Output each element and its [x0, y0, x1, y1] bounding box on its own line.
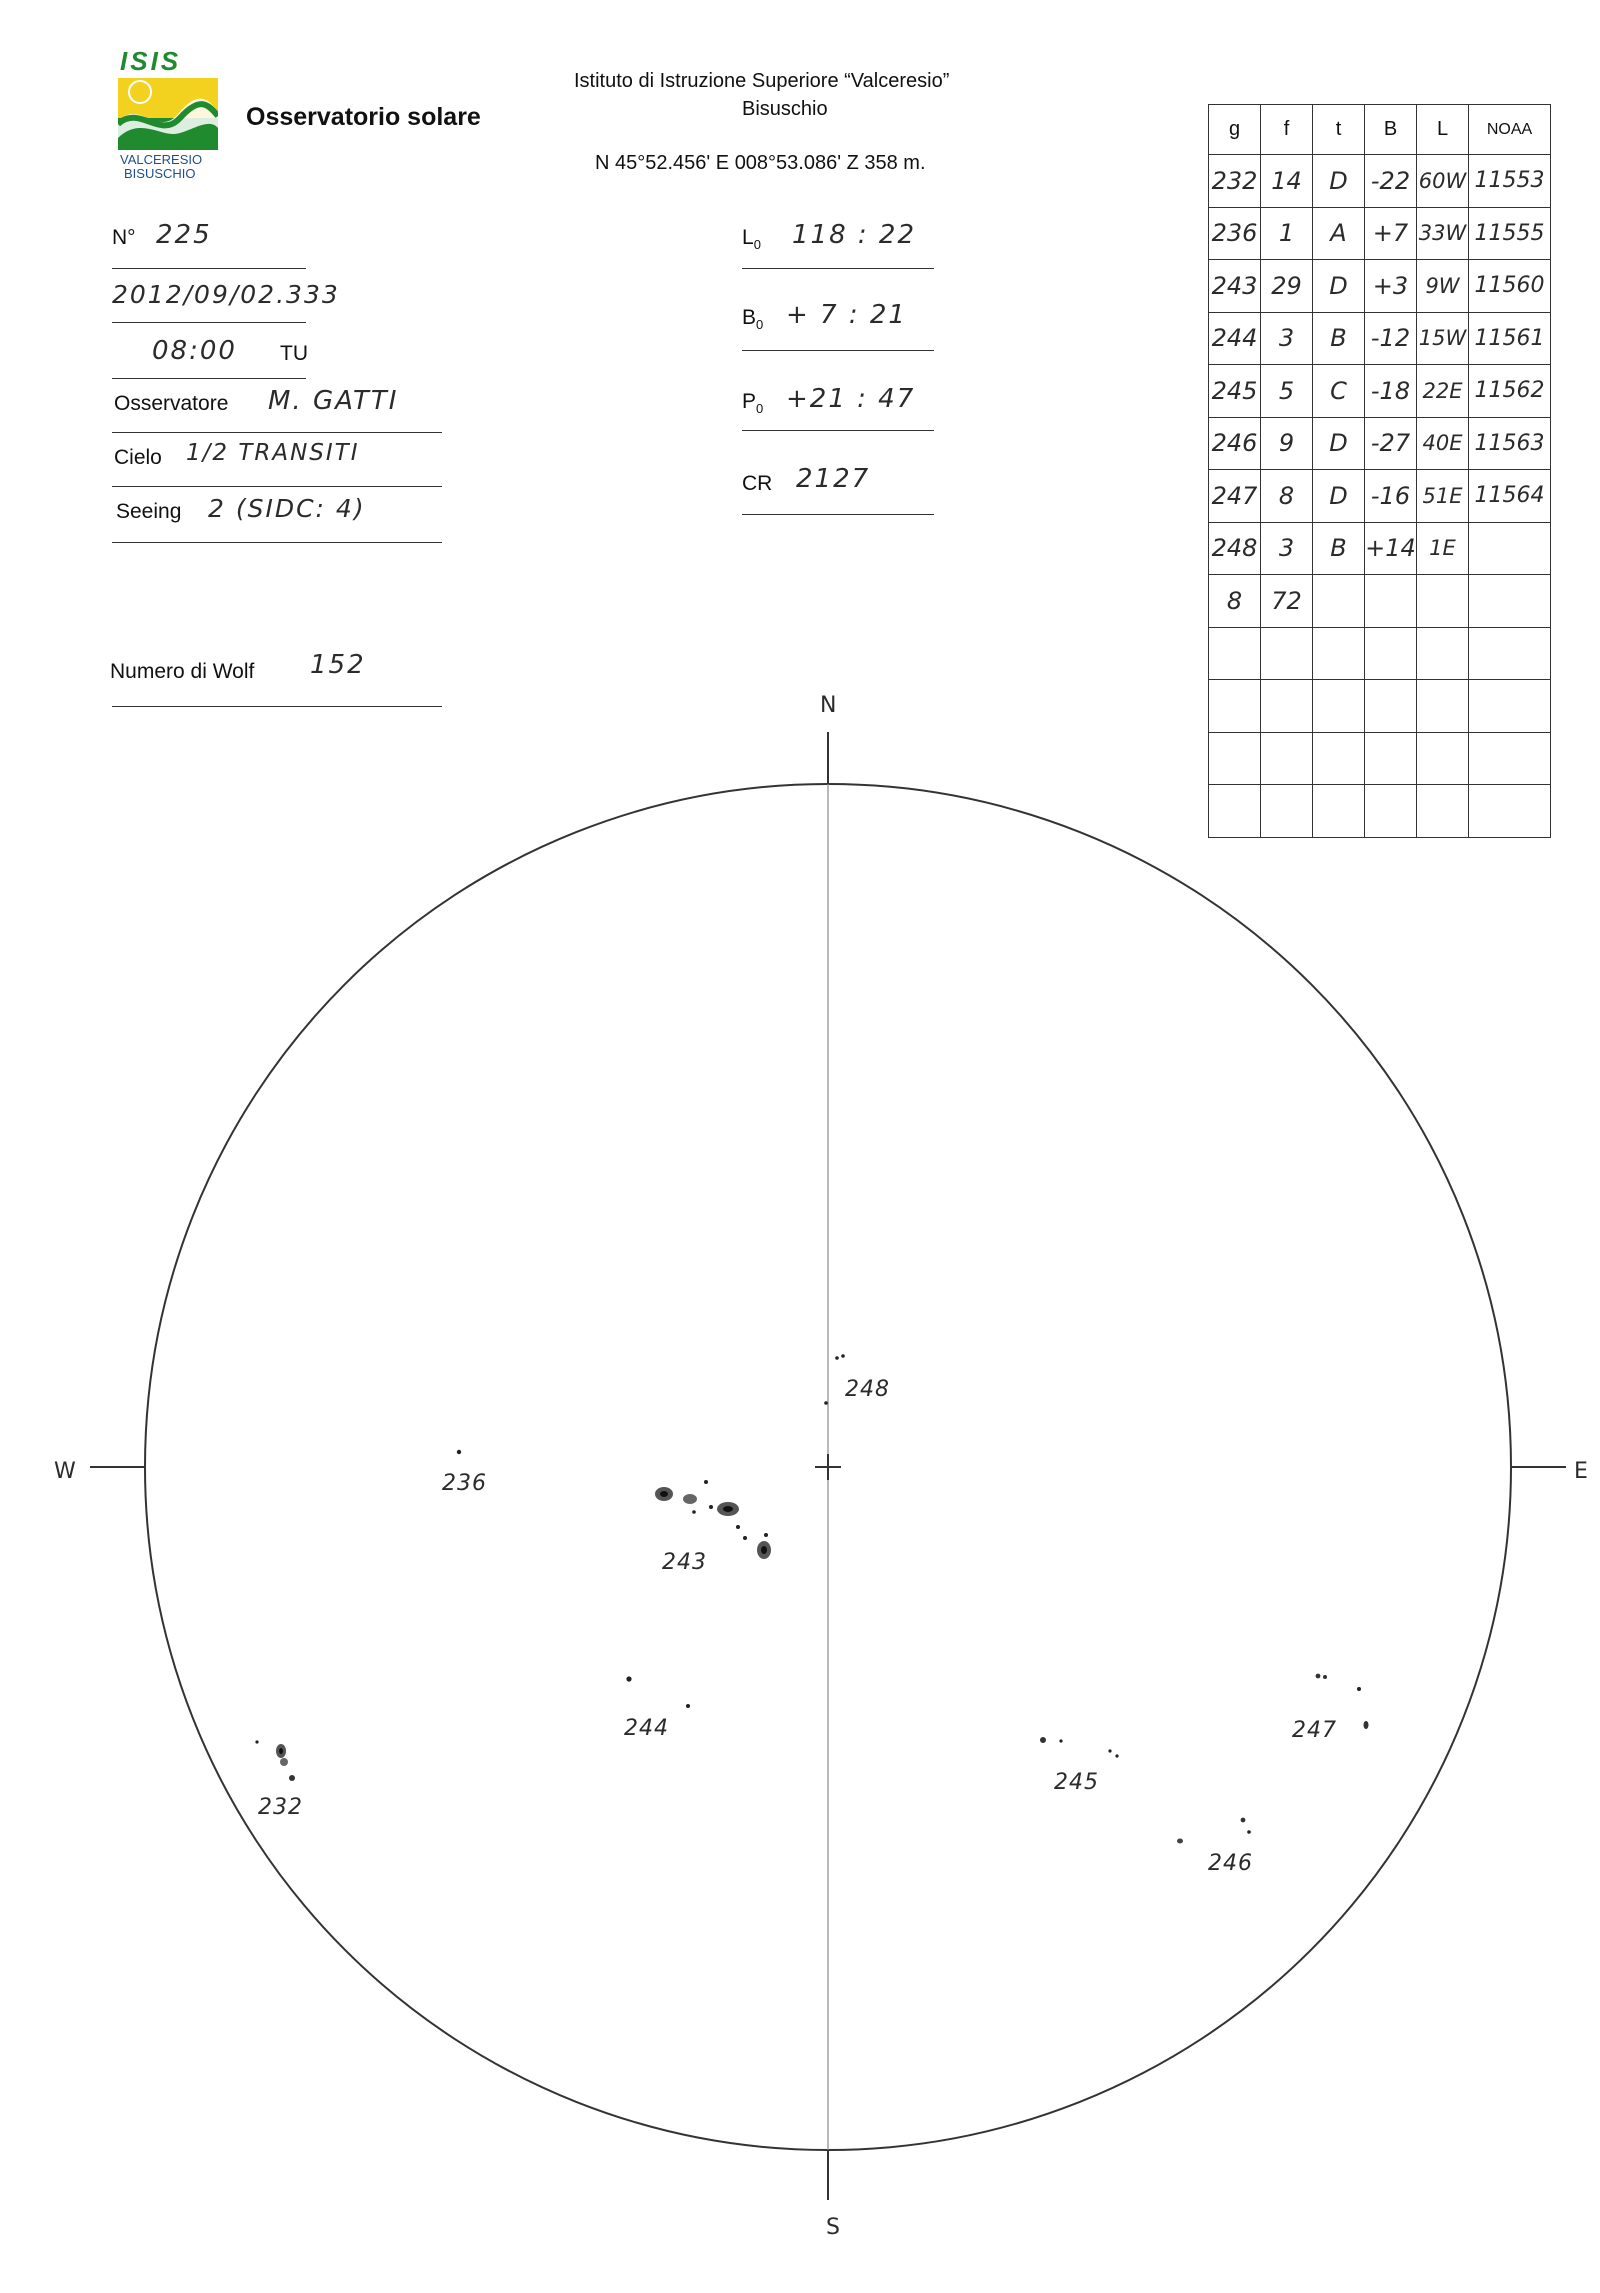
table-header-l: L [1417, 105, 1469, 155]
sky-label: Cielo [114, 446, 162, 469]
logo-subtitle: VALCERESIO [120, 152, 203, 167]
table-cell-noaa: 11553 [1469, 155, 1551, 208]
table-cell-l: 33W [1417, 207, 1469, 260]
observatory-coordinates: N 45°52.456' E 008°53.086' Z 358 m. [595, 152, 926, 174]
table-cell-b: +7 [1365, 207, 1417, 260]
table-cell-b: -12 [1365, 312, 1417, 365]
group-label-246: 246 [1208, 1851, 1253, 1876]
table-cell-l: 15W [1417, 312, 1469, 365]
wolf-label: Numero di Wolf [110, 660, 255, 683]
table-cell-b: -16 [1365, 470, 1417, 523]
sunspot-group-245 [1040, 1737, 1119, 1795]
institute-name: Istituto di Istruzione Superiore “Valceresio” [574, 70, 950, 92]
table-cell-b: -22 [1365, 155, 1417, 208]
table-cell-b: +3 [1365, 260, 1417, 313]
group-label-247: 247 [1292, 1718, 1337, 1743]
date-value: 2012/09/02.333 [112, 280, 340, 309]
table-cell-l: 22E [1417, 365, 1469, 418]
seeing-label: Seeing [116, 500, 182, 523]
table-cell-noaa: 11563 [1469, 417, 1551, 470]
table-cell-t: B [1313, 312, 1365, 365]
table-cell-noaa: 11560 [1469, 260, 1551, 313]
table-cell-noaa: 11561 [1469, 312, 1551, 365]
table-cell-g: 232 [1209, 155, 1261, 208]
p0-value: +21 : 47 [786, 384, 916, 414]
table-cell-l: 60W [1417, 155, 1469, 208]
table-header-b: B [1365, 105, 1417, 155]
table-cell-t: C [1313, 365, 1365, 418]
group-label-244: 244 [624, 1716, 669, 1741]
number-value: 225 [156, 220, 212, 250]
table-cell-f: 14 [1261, 155, 1313, 208]
table-header-g: g [1209, 105, 1261, 155]
observer-value: M. GATTI [268, 386, 399, 416]
table-cell-f: 1 [1261, 207, 1313, 260]
sunspot-group-232 [255, 1740, 303, 1820]
table-cell-t: D [1313, 260, 1365, 313]
sunspot-group-246 [1177, 1818, 1253, 1876]
table-cell-g: 8 [1209, 575, 1261, 628]
table-cell-t: D [1313, 470, 1365, 523]
table-cell-f: 72 [1261, 575, 1313, 628]
table-cell-t: D [1313, 155, 1365, 208]
table-cell-b: -27 [1365, 417, 1417, 470]
p0-label: $P_0$ [742, 390, 764, 417]
b0-value: + 7 : 21 [786, 300, 907, 330]
sky-value: 1/2 TRANSITI [186, 440, 360, 466]
north-label: N [820, 693, 837, 718]
sunspot-group-248 [824, 1354, 890, 1405]
cr-value: 2127 [796, 464, 871, 494]
table-cell-g: 248 [1209, 522, 1261, 575]
group-label-236: 236 [442, 1471, 487, 1496]
table-cell-l: 51E [1417, 470, 1469, 523]
table-cell-f: 9 [1261, 417, 1313, 470]
logo-subtitle-2: BISUSCHIO [124, 166, 196, 181]
sunspot-group-247 [1292, 1674, 1369, 1743]
logo-brand: ISIS [120, 46, 182, 76]
table-cell-f: 3 [1261, 522, 1313, 575]
table-header-t: t [1313, 105, 1365, 155]
table-cell-t: A [1313, 207, 1365, 260]
table-cell-f: 29 [1261, 260, 1313, 313]
table-header-noaa: NOAA [1469, 105, 1551, 155]
sunspot-group-244 [624, 1676, 690, 1741]
time-unit: TU [280, 342, 308, 365]
wolf-value: 152 [310, 650, 366, 680]
table-cell-g: 243 [1209, 260, 1261, 313]
table-cell-l: 9W [1417, 260, 1469, 313]
table-cell-noaa: 11564 [1469, 470, 1551, 523]
table-cell-l: 1E [1417, 522, 1469, 575]
table-cell-b: -18 [1365, 365, 1417, 418]
table-cell-b: +14 [1365, 522, 1417, 575]
table-cell-g: 245 [1209, 365, 1261, 418]
group-label-245: 245 [1054, 1770, 1099, 1795]
group-label-248: 248 [845, 1377, 890, 1402]
table-header-f: f [1261, 105, 1313, 155]
table-cell-f: 8 [1261, 470, 1313, 523]
b0-label: $B_0$ [742, 306, 764, 333]
time-value: 08:00 [152, 336, 237, 366]
sunspot-group-236 [442, 1450, 487, 1496]
seeing-value: 2 (SIDC: 4) [208, 494, 366, 523]
table-cell-f: 3 [1261, 312, 1313, 365]
group-label-243: 243 [662, 1550, 707, 1575]
table-cell-t: D [1313, 417, 1365, 470]
sunspot-group-243 [655, 1480, 771, 1575]
number-label: N° [112, 226, 136, 249]
east-label: E [1574, 1459, 1588, 1484]
table-cell-g: 236 [1209, 207, 1261, 260]
l0-value: 118 : 22 [792, 220, 916, 250]
table-cell-f: 5 [1261, 365, 1313, 418]
table-cell-noaa: 11555 [1469, 207, 1551, 260]
cr-label: CR [742, 472, 773, 495]
table-cell-t: B [1313, 522, 1365, 575]
table-cell-g: 246 [1209, 417, 1261, 470]
south-label: S [826, 2215, 840, 2240]
group-label-232: 232 [258, 1795, 303, 1820]
table-cell-l: 40E [1417, 417, 1469, 470]
table-cell-g: 247 [1209, 470, 1261, 523]
west-label: W [54, 1459, 76, 1484]
observer-label: Osservatore [114, 392, 229, 415]
table-cell-g: 244 [1209, 312, 1261, 365]
table-cell-noaa: 11562 [1469, 365, 1551, 418]
l0-label: $L_0$ [742, 226, 761, 253]
institute-town: Bisuschio [742, 98, 828, 120]
page-title: Osservatorio solare [246, 103, 481, 131]
